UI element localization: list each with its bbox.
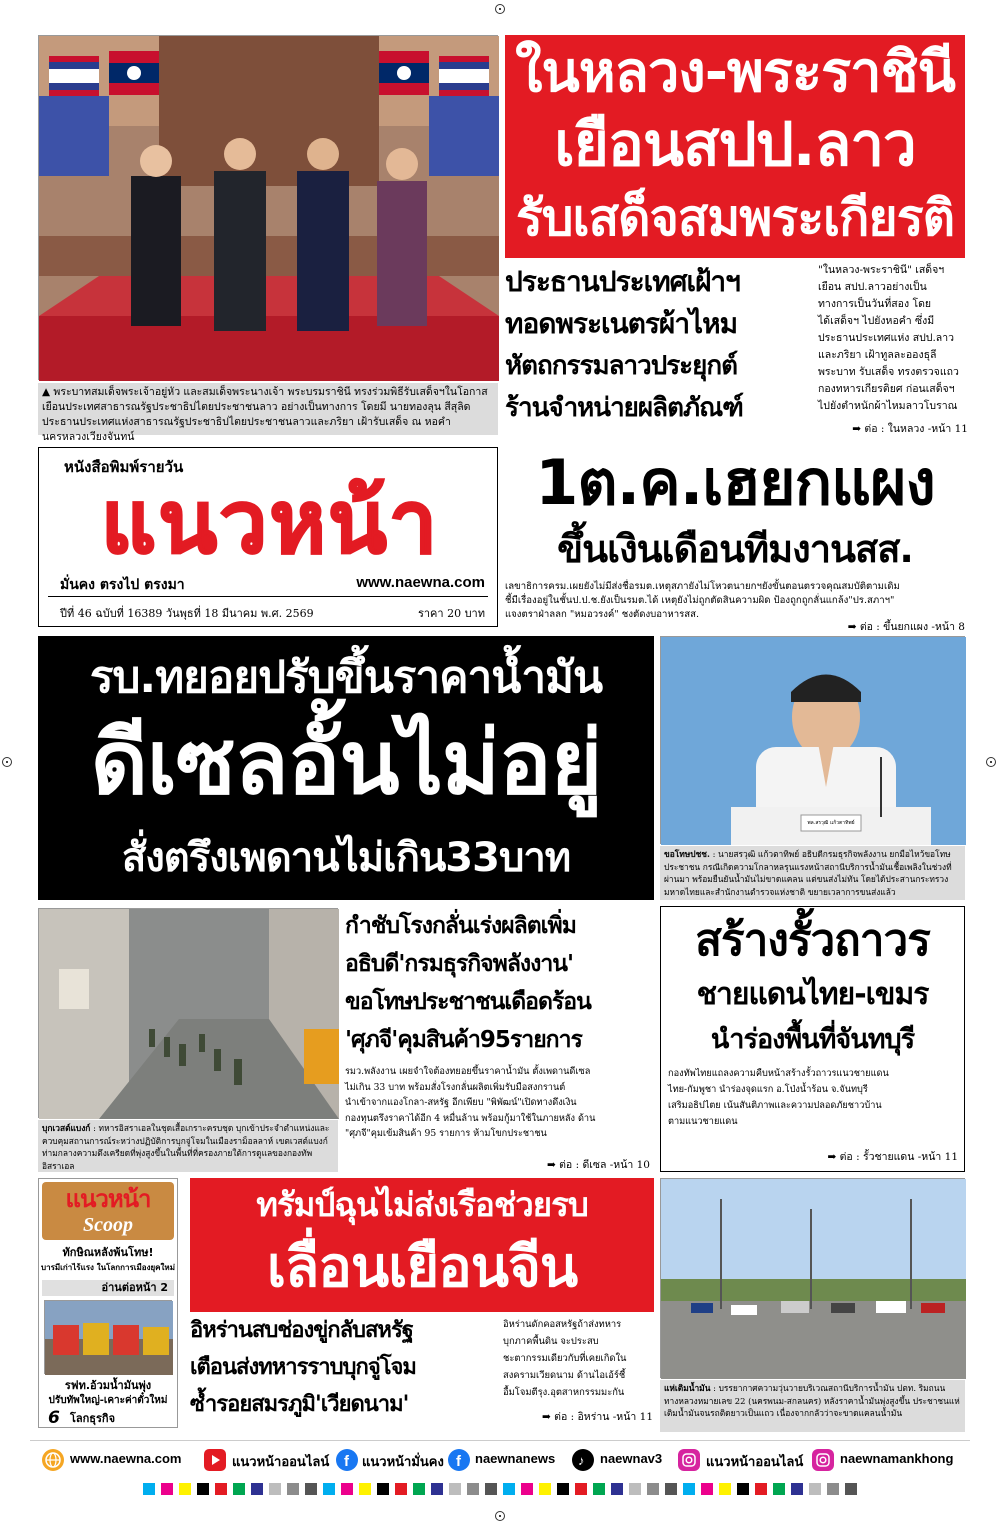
refinery-continued[interactable]: ➡ ต่อ : ดีเซล -หน้า 10 <box>546 1159 650 1171</box>
top-body-line: และภริยา เฝ้าทูลละอองธุลี <box>818 349 937 361</box>
trump-body-line: อิหร่านดักคอสหรัฐถ้าส่งทหาร <box>503 1319 622 1330</box>
refinery-body-line: รมว.พลังงาน เผยจำใจต้องทยอยขึ้นราคาน้ำมัน ตั้งเพดานดีเซล <box>345 1066 591 1077</box>
scoop-read-more[interactable]: อ่านต่อหน้า 2 <box>42 1280 174 1296</box>
trump-body-line: ชะตากรรมเดียวกับที่เคยเกิดใน <box>503 1353 627 1364</box>
fence-continued[interactable]: ➡ ต่อ : รั้วชายแดน -หน้า 11 <box>827 1151 958 1163</box>
registration-mark-right <box>986 757 996 767</box>
official-placard: พล.สรวุฒิ แก้วตาทิพย์ <box>807 820 855 826</box>
footer-link-facebook-2[interactable]: naewnanews <box>475 1451 556 1466</box>
fuel-station-illustration <box>661 1179 966 1379</box>
official-caption-label: ขอโทษปชช. <box>664 849 710 859</box>
refinery-headline-4: 'ศุภจี'คุมสินค้า95รายการ <box>345 1027 582 1053</box>
fuel-caption-text: : บรรยากาศความวุ่นวายบริเวณสถานีบริการน้ำมัน ปตท. ริมถนนทางหลวงหมายเลข 22 (นครพนม-สกลนคร) หลังราคาน้ำมันพุ่งสูงขึ้น ประชาชนแห่เติมน้ำมันจนรถติดยาวเป็นแถว เนื่องจากกลัวว่าจะขาดแคลนน้ำมัน <box>664 1383 960 1418</box>
masthead-website[interactable]: www.naewna.com <box>356 574 485 591</box>
masthead-logo: แนวหน้า <box>100 473 440 573</box>
youtube-icon <box>204 1449 226 1471</box>
fence-body-line: กองทัพไทยแถลงความคืบหน้าสร้างรั้วถาวรแนวชายแดน <box>668 1068 889 1079</box>
registration-mark-left <box>2 757 12 767</box>
fuel-caption-label: แห่เติมน้ำมัน <box>664 1383 711 1393</box>
footer-link-instagram-1[interactable]: แนวหน้าออนไลน์ <box>706 1454 804 1469</box>
top-headline-line-1: ในหลวง-พระราชินี <box>515 40 955 105</box>
salary-headline: 1ต.ค.เฮยกแผง <box>535 446 935 519</box>
globe-icon <box>42 1449 64 1471</box>
top-story-body <box>818 262 968 415</box>
trump-subheadline-3: ซ้ำรอยสมรภูมิ'เวียดนาม' <box>190 1392 409 1417</box>
masthead-issue: ปีที่ 46 ฉบับที่ 16389 วันพุธที่ 18 มีนาคม พ.ศ. 2569 <box>60 607 314 620</box>
trump-body-line: บุกภาคพื้นดิน จะประสบ <box>503 1336 599 1347</box>
top-body-line: พระบาท รับเสด็จ ทรงตรวจแถว <box>818 366 959 378</box>
trump-subheadline-2: เตือนส่งทหารราบบุกจู่โจม <box>190 1355 416 1380</box>
color-bar <box>30 1483 970 1497</box>
train-photo <box>44 1300 172 1374</box>
scoop-teaser-2: บารมีเก่าไร้แรง ในโลกการเมืองยุคใหม่ <box>41 1263 175 1272</box>
oil-headline-line-1: รบ.ทยอยปรับขึ้นราคาน้ำมัน <box>89 652 603 703</box>
fuel-station-photo <box>660 1178 965 1378</box>
royal-visit-photo <box>38 35 498 380</box>
facebook-icon <box>336 1449 358 1471</box>
refinery-body <box>345 1064 650 1142</box>
trump-continued[interactable]: ➡ ต่อ : อิหร่าน -หน้า 11 <box>542 1411 653 1423</box>
top-headline-line-3: รับเสด็จสมพระเกียรติ <box>515 189 955 247</box>
registration-mark-bottom <box>495 1511 505 1521</box>
salary-body-line: แจงตราฝ่าลลก "หมอวรงค์" ชงตัดงบอาหารสส. <box>505 609 700 620</box>
fence-headline-2: ชายแดนไทย-เขมร <box>696 977 929 1012</box>
fence-body-line: เสริมอธิปไตย เน้นสันติภาพและความปลอดภัยชาวบ้าน <box>668 1100 882 1111</box>
top-body-line: ไปยังตำหนักผ้าไหมลาวโบราณ <box>818 400 958 412</box>
refinery-headline-2: อธิบดี'กรมธุรกิจพลังงาน' <box>345 951 574 977</box>
salary-continued[interactable]: ➡ ต่อ : ขึ้นยกแผง -หน้า 8 <box>847 621 965 633</box>
footer-link-facebook-1[interactable]: แนวหน้ามั่นคง <box>362 1454 444 1469</box>
footer-link-website[interactable]: www.naewna.com <box>70 1451 182 1466</box>
west-bank-caption-label: บุกเวสต์แบงก์ <box>42 1123 91 1133</box>
fence-body-line: ตามแนวชายแดน <box>668 1116 738 1127</box>
oil-headline-line-2: ดีเซลอั้นไม่อยู่ <box>90 711 602 814</box>
fence-body-line: ไทย-กัมพูชา นำร่องจุดแรก อ.โป่งน้ำร้อน จ.จันทบุรี <box>668 1084 868 1095</box>
top-body-line: กองทหารเกียรติยศ ก่อนเสด็จฯ <box>818 383 955 395</box>
top-body-line: ประธานประเทศแห่ง สปป.ลาว <box>818 332 955 344</box>
registration-mark-top <box>495 4 505 14</box>
fence-body <box>668 1066 960 1130</box>
west-bank-caption-text: : ทหารอิสราเอลในชุดเสื้อเกราะครบชุด บุกเข้าประจำตำแหน่งและควบคุมสถานการณ์ระหว่างปฏิบัติการบุกจู่โจมในเมืองราม็อลลาห์ เขตเวสต์แบงก์ ท่ามกลางความตึงเครียดที่พุ่งสูงขึ้นในพื้นที่ที่ครองภายใต้การดูแลของกองทัพอิสราเอล <box>42 1123 330 1171</box>
official-caption-text: : นายสรวุฒิ แก้วตาทิพย์ อธิบดีกรมธุรกิจพลังงาน ยกมือไหว้ขอโทษประชาชน กรณีเกิดความโกลาหลรุนแรงหน้าสถานีบริการน้ำมันเชื้อเพลิงในช่วงที่ผ่านมา พร้อมยืนยันน้ำมันไม่ขาดแคลน แต่ขนส่งไม่ทัน โดยได้ประสานกระทรวงมหาดไทยและสำนักงานตำรวจแห่งชาติ ขยายเวลาการขนส่งแล้ว <box>664 849 952 897</box>
footer-link-youtube[interactable]: แนวหน้าออนไลน์ <box>232 1454 330 1469</box>
top-body-line: ทางการเป็นวันที่สอง โดย <box>818 298 932 310</box>
refinery-body-line: "ศุภจี"คุมเข้มสินค้า 95 รายการ ห้ามโขกประชาชน <box>345 1128 547 1139</box>
official-apology-caption <box>664 848 962 900</box>
fence-headline-3: นำร่องพื้นที่จันทบุรี <box>710 1024 915 1055</box>
svg-text:f: f <box>456 1453 461 1470</box>
royal-visit-caption: ▲ พระบาทสมเด็จพระเจ้าอยู่หัว และสมเด็จพระนางเจ้า พระบรมราชินี ทรงร่วมพิธีรับเสด็จฯในโอกาสเยือนประเทศสาธารณรัฐประชาธิปไตยประชาชนลาว อย่างเป็นทางการ โดยมี นายทองลุน สีสุลิด ประธานประเทศแห่งสาธารณรัฐประชาธิปไตยประชาชนลาวและภริยา เฝ้ารับเสด็จ ณ หอคำ นครหลวงเวียงจันทน์ <box>42 386 488 443</box>
fuel-caption <box>664 1382 962 1432</box>
trump-body-line: อื้มโจมตีรุง.อุตสาหกรรมมะกัน <box>503 1387 625 1398</box>
tiktok-icon <box>572 1449 594 1471</box>
west-bank-photo <box>38 908 338 1118</box>
oil-headline-line-3: สั่งตรึงเพดานไม่เกิน33บาท <box>121 835 571 881</box>
refinery-body-line: นำเข้าจากแองโกลา-สหรัฐ อีกเพียบ "พิพัฒน์"เปิดทางดึงเงิน <box>345 1097 577 1108</box>
top-story-continued[interactable]: ➡ ต่อ : ในหลวง -หน้า 11 <box>852 423 968 435</box>
scoop-section: โลกธุรกิจ <box>70 1412 116 1425</box>
royal-visit-illustration <box>39 36 499 381</box>
west-bank-illustration <box>39 909 339 1119</box>
masthead-price: ราคา 20 บาท <box>417 607 485 620</box>
salary-subheadline: ขึ้นเงินเดือนทีมงานสส. <box>557 527 913 571</box>
svg-text:f: f <box>344 1453 349 1470</box>
facebook-icon <box>448 1449 470 1471</box>
train-illustration <box>45 1301 173 1375</box>
trump-headline: ทรัมป์ฉุนไม่ส่งเรือช่วยรบ <box>256 1185 588 1224</box>
scoop-teaser-1: ทักษิณหลังพ้นโทษ! <box>62 1246 154 1259</box>
top-subheadline-3: หัตถกรรมลาวประยุกต์ <box>505 351 738 381</box>
trump-body-line: สงครามเวียดนาม ด้านไอเอ้ร์ชี้ <box>503 1370 626 1381</box>
masthead-tagline: หนังสือพิมพ์รายวัน <box>64 458 184 476</box>
official-apology-illustration <box>661 637 966 845</box>
masthead-divider <box>48 596 488 597</box>
salary-body-line: ชี้มีเรื่องอยู่ในชั้นป.ป.ช.ยังเป็นรมต.ได้ เหตุยังไม่ถูกตัดสินความผิด ป้องถูกถูกลั่นแกล้ง"ปร.สภาฯ" <box>505 595 895 606</box>
refinery-headline-1: กำชับโรงกลั่นเร่งผลิตเพิ่ม <box>345 913 576 939</box>
refinery-body-line: กองทุนตรึงราคาได้อีก 4 หมื่นล้าน พร้อมกู้มาใช้ในภายหลัง ด้าน <box>345 1112 596 1124</box>
scoop-rail-2: ปรับทัพใหญ่-เคาะค่าตั๋วใหม่ <box>48 1395 168 1406</box>
instagram-icon <box>812 1449 834 1471</box>
top-body-line: เยือน สปป.ลาวอย่างเป็น <box>818 281 927 293</box>
top-subheadline-1: ประธานประเทศเฝ้าฯ <box>505 265 740 298</box>
top-subheadline-4: ร้านจำหน่ายผลิตภัณฑ์ <box>505 393 743 423</box>
top-subheadline-2: ทอดพระเนตรผ้าไหม <box>505 307 738 340</box>
masthead-slogan: มั่นคง ตรงไป ตรงมา <box>60 577 185 593</box>
top-headline-line-2: เยือนสปป.ลาว <box>554 110 916 180</box>
refinery-headline-3: ขอโทษประชาชนเดือดร้อน <box>345 989 591 1015</box>
trump-body <box>503 1316 655 1401</box>
scoop-logo-text: แนวหน้า <box>65 1185 151 1213</box>
scoop-rail-1: รฟท.อ้วมน้ำมันพุ่ง <box>64 1379 152 1392</box>
top-body-line: ได้เสด็จฯ ไปยังหอคำ ซึ่งมี <box>818 315 935 327</box>
svg-text:♪: ♪ <box>578 1453 585 1468</box>
top-body-line: "ในหลวง-พระราชินี" เสด็จฯ <box>818 264 945 276</box>
salary-body <box>505 580 965 622</box>
salary-body-line: เลขาธิการครม.เผยยังไม่มีส่งชื่อรมต.เหตุสภายังไม่โหวตนายกฯยังขั้นตอนตรวจคุณสมบัติตามเดิม <box>505 581 900 592</box>
fence-headline-1: สร้างรั้วถาวร <box>695 915 930 966</box>
scoop-logo-sub: Scoop <box>83 1214 133 1236</box>
scoop-page-number: 6 <box>48 1408 60 1428</box>
trump-subheadline-1: อิหร่านสบช่องขู่กลับสหรัฐ <box>190 1318 413 1343</box>
footer-link-tiktok[interactable]: naewnav3 <box>600 1451 663 1466</box>
footer-link-instagram-2[interactable]: naewnamankhong <box>840 1451 954 1466</box>
instagram-icon <box>678 1449 700 1471</box>
refinery-body-line: ไม่เกิน 33 บาท พร้อมสั่งโรงกลั่นผลิตเพิ่มรับมือสงกรานต์ <box>345 1081 566 1093</box>
west-bank-caption <box>42 1122 336 1172</box>
trump-headline-big: เลื่อนเยือนจีน <box>266 1235 578 1300</box>
official-apology-photo <box>660 636 965 844</box>
